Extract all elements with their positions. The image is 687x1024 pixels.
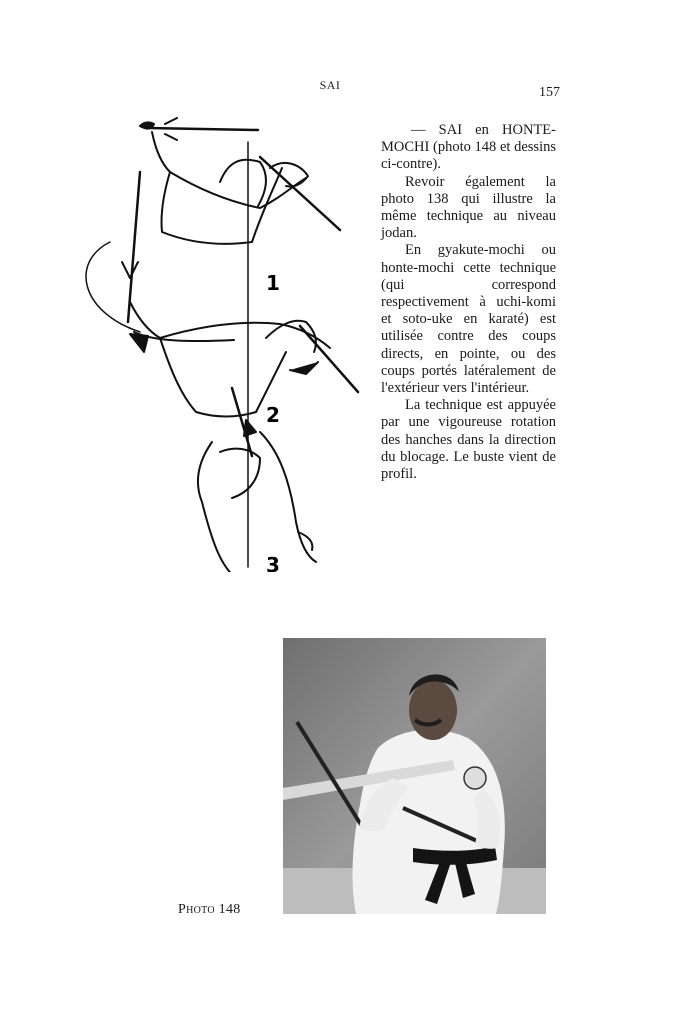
photo-148 (283, 638, 546, 914)
page-number: 157 (539, 85, 560, 100)
technique-drawing-svg (70, 112, 370, 572)
paragraph-intro: — SAI en HONTE-MOCHI (photo 148 et dessins ci-contre). (381, 122, 556, 173)
figure-label-1: 1 (266, 271, 280, 295)
photo-caption: Photo 148 (178, 902, 241, 917)
paragraph-rotation: La technique est appuyée par une vigoureuse rotation des hanches dans la direction du blocage. Le buste vient de profil. (381, 397, 556, 483)
paragraph-reference: Revoir également la photo 138 qui illustre la même technique au niveau jodan. (381, 173, 556, 242)
sai-top (148, 128, 258, 130)
figure-label-2: 2 (266, 403, 280, 427)
running-head: SAI (319, 78, 341, 92)
paragraph-usage: En gyakute-mochi ou honte-mochi cette technique (qui correspond respectivement à uchi-komi et soto-uke en karaté) est utilisée contre des coups directs, en pointe, ou des coups portés latéralement de l'extérieur vers l'intérieur. (381, 242, 556, 397)
technique-drawing (70, 112, 370, 572)
figure-label-3: 3 (266, 553, 280, 572)
body-text (381, 122, 556, 483)
photo-148-svg (283, 638, 546, 914)
